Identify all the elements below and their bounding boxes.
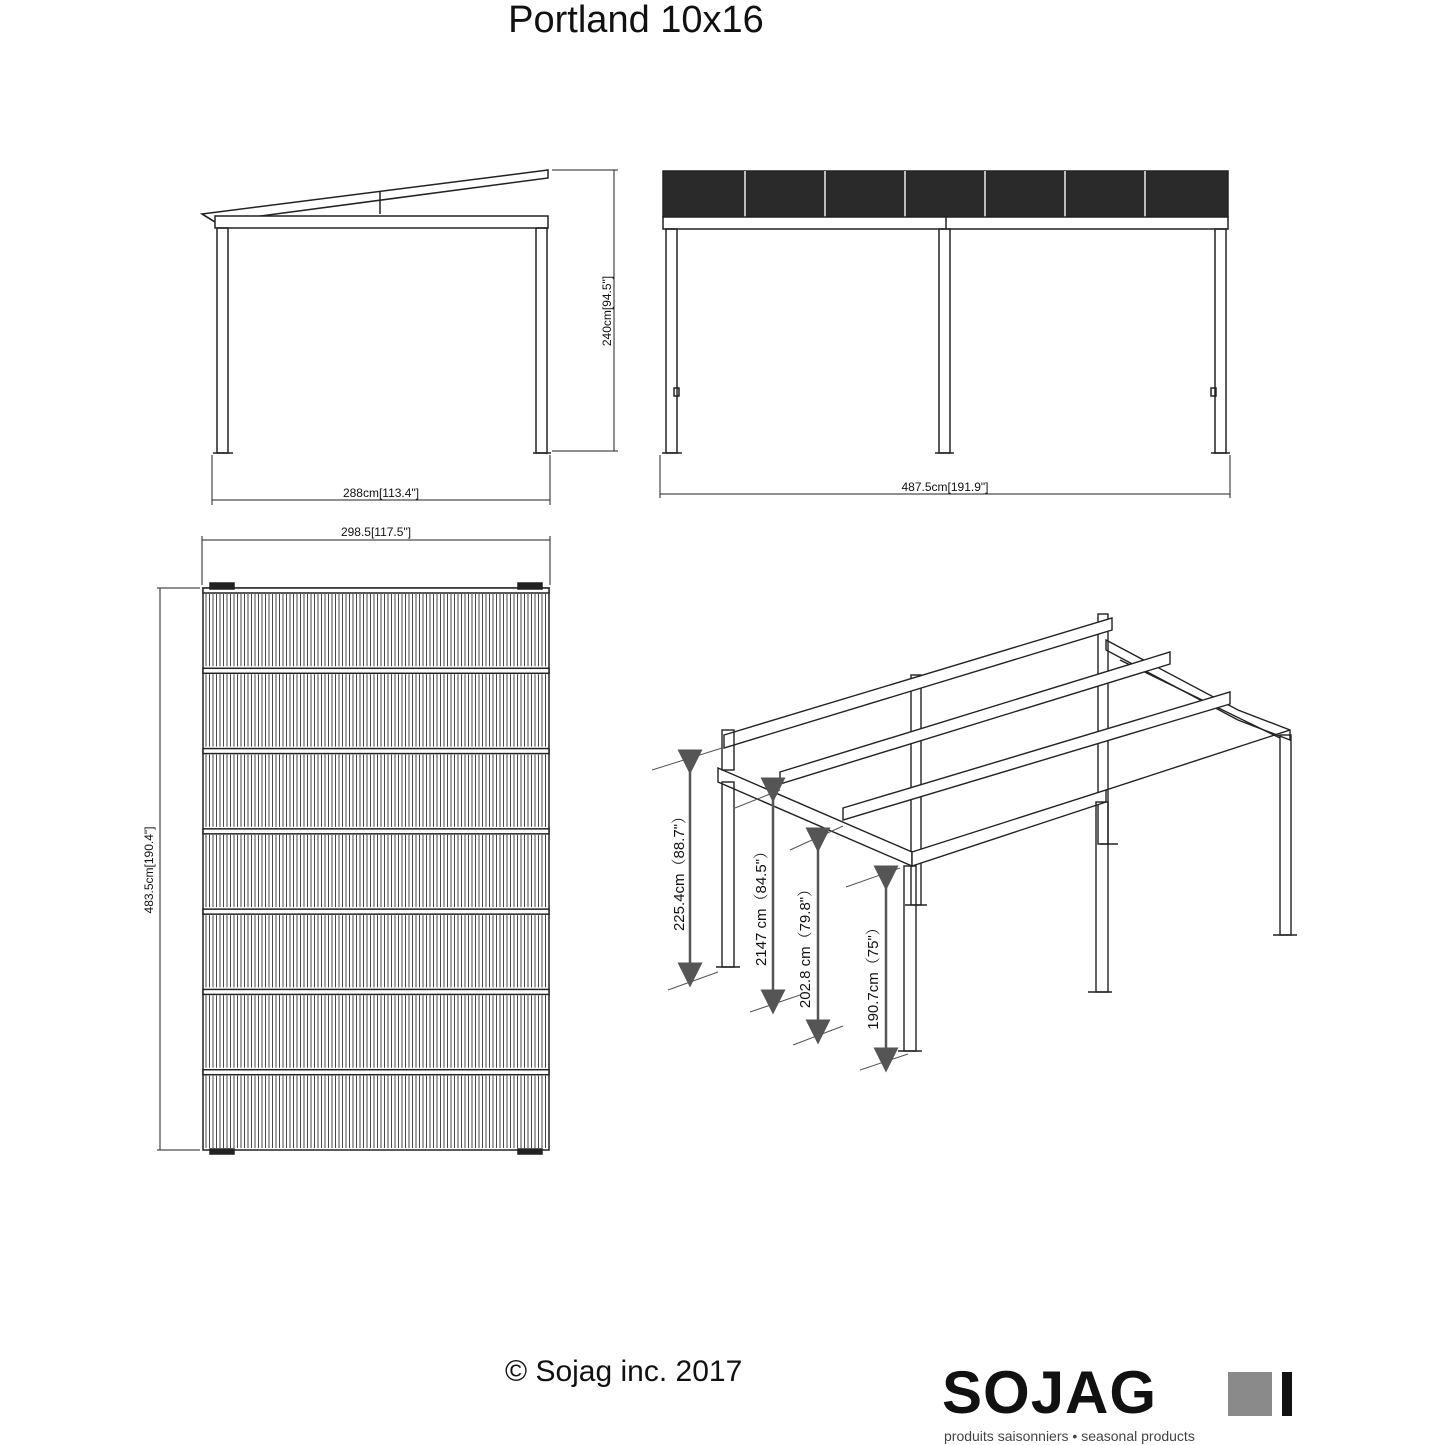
- drawing-title: Portland 10x16: [508, 0, 764, 41]
- plan-cross-beam: [203, 829, 549, 834]
- sojag-logo: [942, 1359, 1302, 1444]
- plan-cross-beam: [203, 668, 549, 673]
- front-width-label: 487.5cm[191.9"]: [901, 480, 989, 494]
- copyright-text: © Sojag inc. 2017: [505, 1355, 743, 1388]
- plan-view: [157, 536, 550, 1154]
- plan-cross-beam: [203, 909, 549, 914]
- plan-cross-beam: [203, 588, 549, 593]
- side-height-label: 240cm[94.5"]: [600, 275, 614, 347]
- plan-cross-beam: [203, 989, 549, 994]
- plan-cross-beam: [203, 749, 549, 754]
- logo-tagline: produits saisonniers • seasonal products: [944, 1428, 1195, 1444]
- side-view: [202, 170, 618, 505]
- plan-length-label: 483.5cm[190.4"]: [142, 826, 156, 914]
- iso-height-4-label: 190.7cm（75"）: [865, 920, 882, 1030]
- side-width-label: 288cm[113.4"]: [342, 486, 420, 500]
- iso-height-2-label: 2147 cm（84.5"）: [753, 843, 770, 967]
- front-view: [660, 171, 1230, 498]
- logo-square-icon: [1228, 1372, 1272, 1416]
- plan-cross-beam: [203, 1070, 549, 1075]
- plan-width-label: 298.5[117.5"]: [340, 525, 412, 539]
- iso-height-1-label: 225.4cm（88.7"）: [671, 808, 688, 932]
- logo-wordmark: SOJAG: [942, 1359, 1158, 1426]
- logo-bar-icon: [1282, 1372, 1292, 1416]
- iso-height-3-label: 202.8 cm（79.8"）: [797, 881, 814, 1009]
